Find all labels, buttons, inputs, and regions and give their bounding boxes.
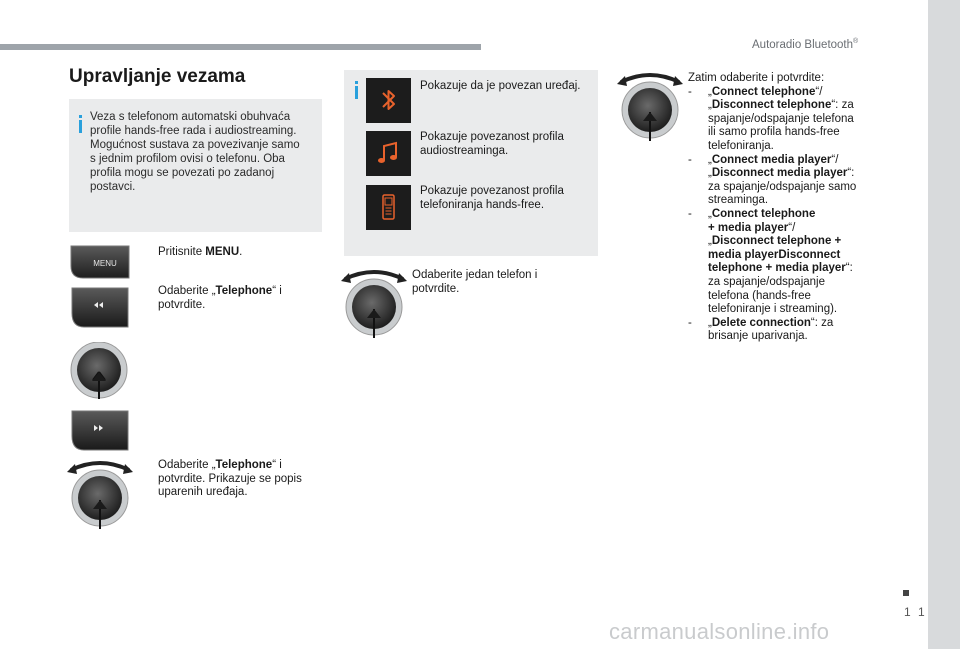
page-number: 1 1: [904, 605, 927, 619]
header-bar: [0, 44, 481, 50]
knob-press-image-1: [69, 342, 131, 400]
info-icon: [79, 120, 82, 133]
options-intro: Zatim odaberite i potvrdite:: [688, 72, 825, 84]
connection-options-list: [688, 72, 898, 344]
knob-rotate-press-image-2: [339, 267, 409, 339]
menu-button-image: [69, 244, 131, 280]
music-note-icon: [366, 131, 411, 176]
step-press-menu: Pritisnite MENU.: [158, 246, 243, 258]
bluetooth-legend-text: Pokazuje da je povezan uređaj.: [420, 80, 581, 92]
right-margin-strip: [928, 0, 960, 649]
watermark: carmanualsonline.info: [609, 619, 830, 644]
option-connect-media-player: - „Connect media player“/ „Disconnect media player“: za spajanje/odspajanje samo streaminga.: [688, 153, 857, 207]
step-select-telephone-2: Odaberite „Telephone“ i potvrdite. Prikazuje se popis uparenih uređaja.: [158, 459, 302, 498]
mobile-phone-icon: [366, 185, 411, 230]
knob-rotate-press-image-3: [615, 70, 685, 142]
next-button-image: [69, 408, 131, 453]
previous-button-image: [69, 285, 131, 330]
audio-legend-text: Pokazuje povezanost profila audiostreaminga.: [420, 131, 564, 157]
header-title: Autoradio Bluetooth®: [752, 38, 859, 51]
page-marker: [903, 590, 909, 596]
option-connect-telephone-media-player: - „Connect telephone + media player“/ „Disconnect telephone + media playerDisconnect telephone + media player“: za spajanje/odspajanje telefona (hands-free telefoniranje i streaming).: [688, 207, 853, 316]
info-note-text: Veza s telefonom automatski obuhvaća profile hands-free rada i audiostreaming. Mogućnost sustava za povezivanje samo s jednim profilom ovisi o telefonu. Oba profila mogu se povezati po zadanoj postavci.: [90, 111, 300, 193]
option-connect-telephone: - „Connect telephone“/ „Disconnect telephone“: za spajanje/odspajanje telefona ili samo profila hands-free telefoniranja.: [688, 85, 854, 152]
page-title: Upravljanje vezama: [69, 66, 246, 87]
info-icon: [355, 86, 358, 99]
option-delete-connection: - „Delete connection“: za brisanje uparivanja.: [688, 316, 834, 343]
step-select-phone: Odaberite jedan telefon i potvrdite.: [412, 269, 538, 295]
phone-legend-text: Pokazuje povezanost profila telefoniranja hands-free.: [420, 185, 564, 211]
svg-text:MENU: MENU: [93, 259, 117, 268]
step-select-telephone-1: Odaberite „Telephone“ i potvrdite.: [158, 285, 282, 311]
bluetooth-icon: [366, 78, 411, 123]
knob-rotate-press-image-1: [65, 458, 135, 530]
